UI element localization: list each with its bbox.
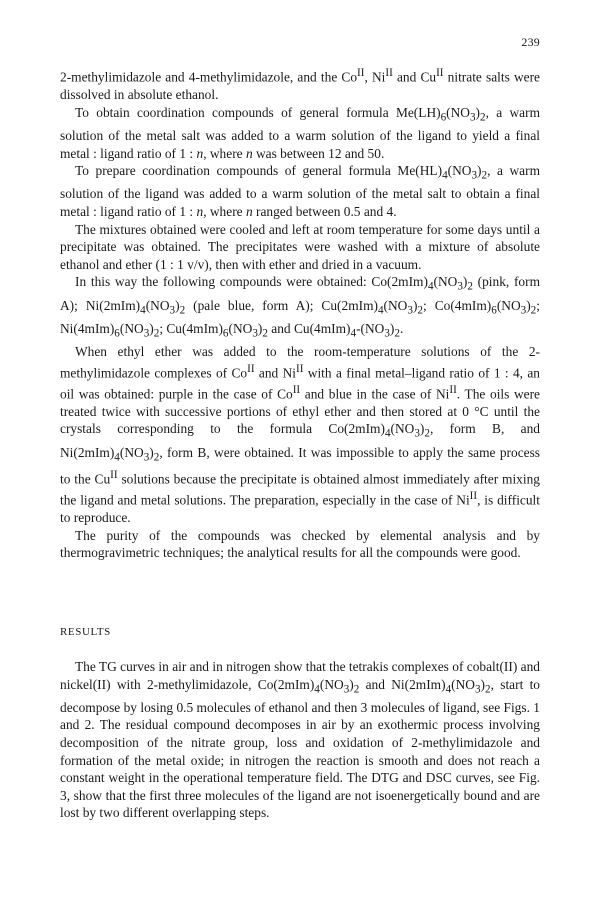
paragraph-p7: The purity of the compounds was checked by elemental analysis and by thermogravimetric techniques; the analytical results for all the compounds were good. — [60, 527, 540, 561]
experimental-body — [60, 65, 540, 562]
paragraph-p3: To prepare coordination compounds of general formula $Me(HL)_4(NO_3)_2$, a warm solution of the ligand was added to a warm solution of the metal salt to obtain a final metal : ligand ratio of 1 : n, where n ranged between 0.5 and 4. — [60, 163, 540, 219]
paragraph-p4: The mixtures obtained were cooled and left at room temperature for some days until a precipitate was obtained. The precipitates were washed with a mixture of absolute ethanol and ether (1 : 1 v/v), then with ether and dried in a vacuum. — [60, 221, 540, 272]
results-paragraph: The TG curves in air and in nitrogen show that the tetrakis complexes of cobalt(II) and nickel(II) with 2-methylimidazole, $Co(2mIm)_4(NO_3)_2$ and $Ni(2mIm)_4(NO_3)_2$, start to decompose by losing 0.5 molecules of ethanol and then 3 molecules of ligand, see Figs. 1 and 2. The residual compound decomposes in air by an exothermic process involving decomposition of the nitrate group, loss and oxidation of 2-methylimidazole and formation of the metal oxide; in nitrogen the reaction is smooth and does not reach a constant weight in the operational temperature field. The DTG and DSC curves, see Fig. 3, show that the first three molecules of the ligand are not isoenergetically bound and are lost by two different overlapping steps. — [60, 659, 541, 821]
section-heading-results: RESULTS — [60, 626, 111, 638]
paragraph-p6: When ethyl ether was added to the room-temperature solutions of the 2-methylimidazole complexes of $Co^{II}$ and $Ni^{II}$ with a final metal–ligand ratio of 1 : 4, an oil was obtained: purple in the case of $Co^{II}$ and blue in the case of $Ni^{II}$. The oils were treated twice with successive portions of ethyl ether and then stored at 0 °C until the crystals corresponding to the formula $Co(2mIm)_4(NO_3)_2$, form B, and $Ni(2mIm)_4(NO_3)_2$, form B, were obtained. It was impossible to apply the same process to the $Cu^{II}$ solutions because the precipitate is obtained almost immediately after mixing the ligand and metal solutions. The preparation, especially in the case of $Ni^{II}$, is difficult to reproduce. — [60, 344, 541, 526]
paragraph-p1: 2-methylimidazole and 4-methylimidazole, and the $Co^{II}$, $Ni^{II}$ and $Cu^{II}$ nitrate salts were dissolved in absolute ethanol. — [60, 67, 540, 103]
paragraph-p5: In this way the following compounds were obtained: $Co(2mIm)_4(NO_3)_2$ (pink, form A); $Ni(2mIm)_4(NO_3)_2$ (pale blue, form A); $Cu(2mIm)_4(NO_3)_2$; $Co(4mIm)_6(NO_3)_2$; $Ni(4mIm)_6(NO_3)_2$; $Cu(4mIm)_6(NO_3)_2$ and $Cu(4mIm)_4-(NO_3)_2$. — [60, 274, 540, 340]
results-body — [60, 658, 540, 822]
paragraph-p2: To obtain coordination compounds of general formula $Me(LH)_6(NO_3)_2$, a warm solution of the metal salt was added to a warm solution of the ligand to yield a final metal : ligand ratio of 1 : n, where n was between 12 and 50. — [60, 104, 540, 161]
page-number: 239 — [521, 35, 540, 49]
